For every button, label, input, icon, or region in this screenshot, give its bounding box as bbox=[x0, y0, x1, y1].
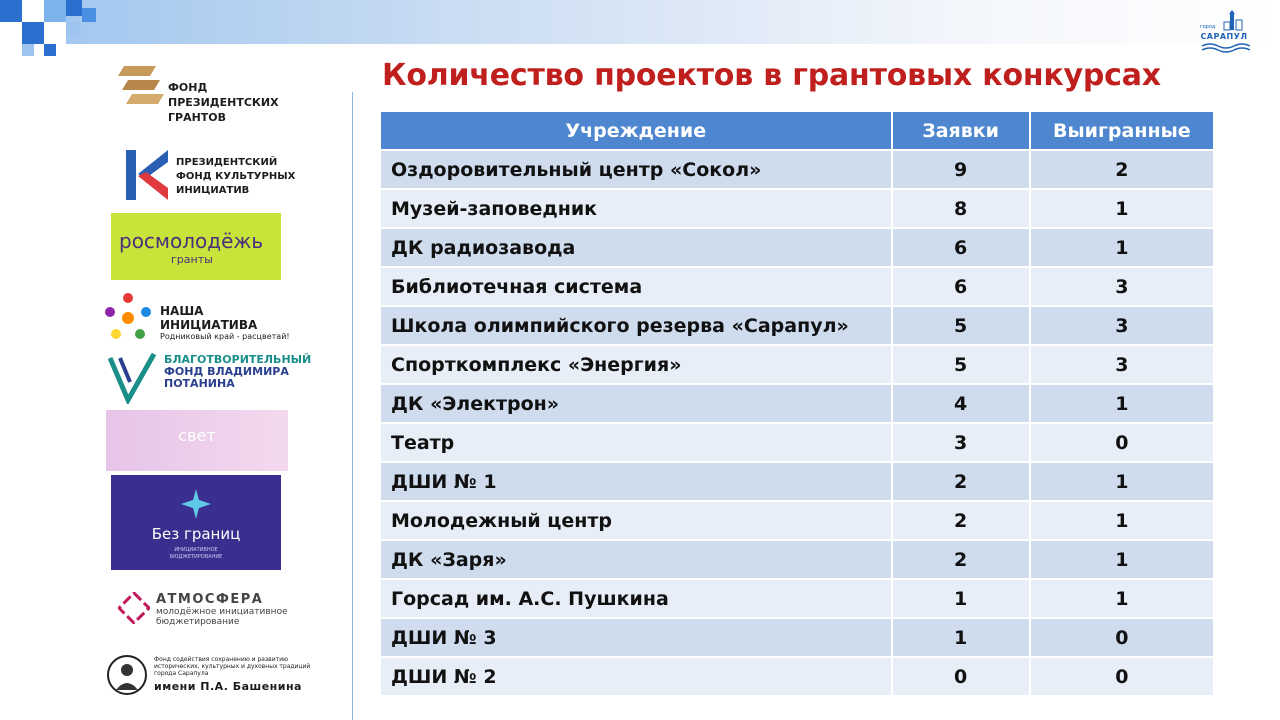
table-row bbox=[381, 619, 1215, 658]
atmosfera-title: АТМОСФЕРА bbox=[156, 592, 264, 607]
table-row bbox=[381, 346, 1215, 385]
table-row bbox=[381, 229, 1215, 268]
decor-square bbox=[82, 8, 96, 22]
pfki-logo bbox=[124, 148, 304, 204]
city-logo-name: САРАПУЛ bbox=[1200, 32, 1248, 41]
won-cell: 3 bbox=[1031, 307, 1215, 346]
rosmolodezh-name: росмолодёжь bbox=[119, 229, 264, 253]
institution-cell: Музей-заповедник bbox=[381, 190, 893, 229]
institution-cell: Библиотечная система bbox=[381, 268, 893, 307]
won-cell: 0 bbox=[1031, 658, 1215, 697]
applications-cell: 1 bbox=[893, 619, 1031, 658]
applications-cell: 2 bbox=[893, 541, 1031, 580]
grants-table bbox=[381, 112, 1215, 697]
fpg-line: ГРАНТОВ bbox=[168, 111, 227, 124]
table-row bbox=[381, 307, 1215, 346]
decor-square bbox=[66, 22, 80, 36]
applications-cell: 4 bbox=[893, 385, 1031, 424]
nasha-initsiativa-logo bbox=[102, 292, 302, 344]
institution-cell: Молодежный центр bbox=[381, 502, 893, 541]
won-cell: 2 bbox=[1031, 151, 1215, 190]
institution-cell: Театр bbox=[381, 424, 893, 463]
decor-square bbox=[66, 0, 82, 16]
won-cell: 1 bbox=[1031, 190, 1215, 229]
table-row bbox=[381, 463, 1215, 502]
people-circle-icon bbox=[102, 292, 154, 344]
rosmolodezh-sub: гранты bbox=[171, 253, 213, 266]
applications-cell: 5 bbox=[893, 346, 1031, 385]
potanin-line: БЛАГОТВОРИТЕЛЬНЫЙ bbox=[164, 353, 312, 366]
bez-granits-sub: БЮДЖЕТИРОВАНИЕ bbox=[169, 554, 223, 560]
institution-cell: ДШИ № 2 bbox=[381, 658, 893, 697]
bashenin-line: Фонд содействия сохранению и развитию bbox=[154, 656, 289, 663]
pfki-line: ПРЕЗИДЕНТСКИЙ bbox=[176, 157, 278, 168]
bez-granits-name: Без границ bbox=[151, 525, 241, 543]
bez-granits-logo bbox=[111, 475, 281, 570]
table-row bbox=[381, 502, 1215, 541]
won-cell: 1 bbox=[1031, 385, 1215, 424]
won-cell: 0 bbox=[1031, 619, 1215, 658]
table-row bbox=[381, 385, 1215, 424]
applications-cell: 5 bbox=[893, 307, 1031, 346]
potanin-fund-logo bbox=[108, 352, 312, 404]
fpg-line: ФОНД bbox=[168, 81, 208, 94]
applications-cell: 8 bbox=[893, 190, 1031, 229]
applications-cell: 6 bbox=[893, 229, 1031, 268]
fpg-emblem-icon bbox=[116, 64, 166, 108]
rosmolodezh-logo bbox=[111, 213, 281, 280]
decor-square bbox=[22, 22, 44, 44]
diamond-icon bbox=[118, 592, 150, 624]
applications-cell: 9 bbox=[893, 151, 1031, 190]
nasha-title: НАША ИНИЦИАТИВА bbox=[160, 304, 258, 332]
won-cell: 1 bbox=[1031, 229, 1215, 268]
vertical-divider bbox=[352, 92, 353, 720]
won-cell: 3 bbox=[1031, 346, 1215, 385]
table-row bbox=[381, 424, 1215, 463]
decor-square bbox=[44, 44, 56, 56]
won-cell: 1 bbox=[1031, 502, 1215, 541]
potanin-line: ПОТАНИНА bbox=[164, 377, 235, 390]
applications-cell: 2 bbox=[893, 463, 1031, 502]
atmosfera-logo bbox=[118, 588, 298, 632]
table-row bbox=[381, 541, 1215, 580]
institution-cell: Школа олимпийского резерва «Сарапул» bbox=[381, 307, 893, 346]
bashenin-line: исторических, культурных и духовных традиций bbox=[154, 663, 311, 670]
table-row bbox=[381, 658, 1215, 697]
won-cell: 1 bbox=[1031, 541, 1215, 580]
bez-granits-sub: ИНИЦИАТИВНОЕ bbox=[174, 547, 218, 553]
atmosfera-sub: молодёжное инициативное bbox=[156, 607, 288, 617]
institution-cell: ДК «Электрон» bbox=[381, 385, 893, 424]
institution-cell: ДШИ № 1 bbox=[381, 463, 893, 502]
pfki-line: ФОНД КУЛЬТУРНЫХ bbox=[176, 171, 296, 182]
applications-cell: 3 bbox=[893, 424, 1031, 463]
applications-cell: 1 bbox=[893, 580, 1031, 619]
fpg-line: ПРЕЗИДЕНТСКИХ bbox=[168, 96, 279, 109]
institution-cell: Оздоровительный центр «Сокол» bbox=[381, 151, 893, 190]
svet-name: свет bbox=[178, 426, 216, 445]
applications-cell: 6 bbox=[893, 268, 1031, 307]
decor-square bbox=[44, 0, 66, 22]
decor-square bbox=[22, 0, 44, 22]
pfki-line: ИНИЦИАТИВ bbox=[176, 185, 250, 196]
potanin-emblem-icon bbox=[108, 352, 158, 404]
svet-logo bbox=[106, 410, 288, 471]
table-row bbox=[381, 268, 1215, 307]
potanin-line: ФОНД ВЛАДИМИРА bbox=[164, 365, 289, 378]
won-cell: 3 bbox=[1031, 268, 1215, 307]
institution-cell: Спорткомплекс «Энергия» bbox=[381, 346, 893, 385]
won-cell: 1 bbox=[1031, 580, 1215, 619]
city-logo bbox=[1196, 10, 1252, 54]
atmosfera-sub: бюджетирование bbox=[156, 617, 240, 627]
column-header-won: Выигранные bbox=[1031, 112, 1215, 151]
nasha-sub: Родниковый край - расцветай! bbox=[160, 332, 290, 341]
applications-cell: 2 bbox=[893, 502, 1031, 541]
bashenin-line: города Сарапула bbox=[154, 670, 209, 677]
decor-square bbox=[0, 0, 22, 22]
applications-cell: 0 bbox=[893, 658, 1031, 697]
table-row bbox=[381, 580, 1215, 619]
column-header-institution: Учреждение bbox=[381, 112, 893, 151]
star-icon bbox=[181, 489, 211, 519]
institution-cell: Горсад им. А.С. Пушкина bbox=[381, 580, 893, 619]
city-logo-small: город bbox=[1200, 24, 1216, 30]
decor-square bbox=[0, 22, 22, 44]
institution-cell: ДК «Заря» bbox=[381, 541, 893, 580]
table-row bbox=[381, 190, 1215, 229]
table-row bbox=[381, 151, 1215, 190]
bashenin-name: имени П.А. Башенина bbox=[154, 680, 302, 693]
pfki-emblem-icon bbox=[124, 148, 170, 202]
decor-square bbox=[44, 22, 66, 44]
decor-square bbox=[22, 44, 34, 56]
fpg-logo bbox=[116, 64, 296, 124]
institution-cell: ДШИ № 3 bbox=[381, 619, 893, 658]
column-header-applications: Заявки bbox=[893, 112, 1031, 151]
won-cell: 0 bbox=[1031, 424, 1215, 463]
page-title: Количество проектов в грантовых конкурсах bbox=[382, 58, 1161, 93]
table-header-row bbox=[381, 112, 1215, 151]
portrait-icon bbox=[106, 654, 148, 696]
institution-cell: ДК радиозавода bbox=[381, 229, 893, 268]
header-band bbox=[0, 0, 1280, 44]
bashenin-fund-logo bbox=[106, 652, 336, 698]
won-cell: 1 bbox=[1031, 463, 1215, 502]
